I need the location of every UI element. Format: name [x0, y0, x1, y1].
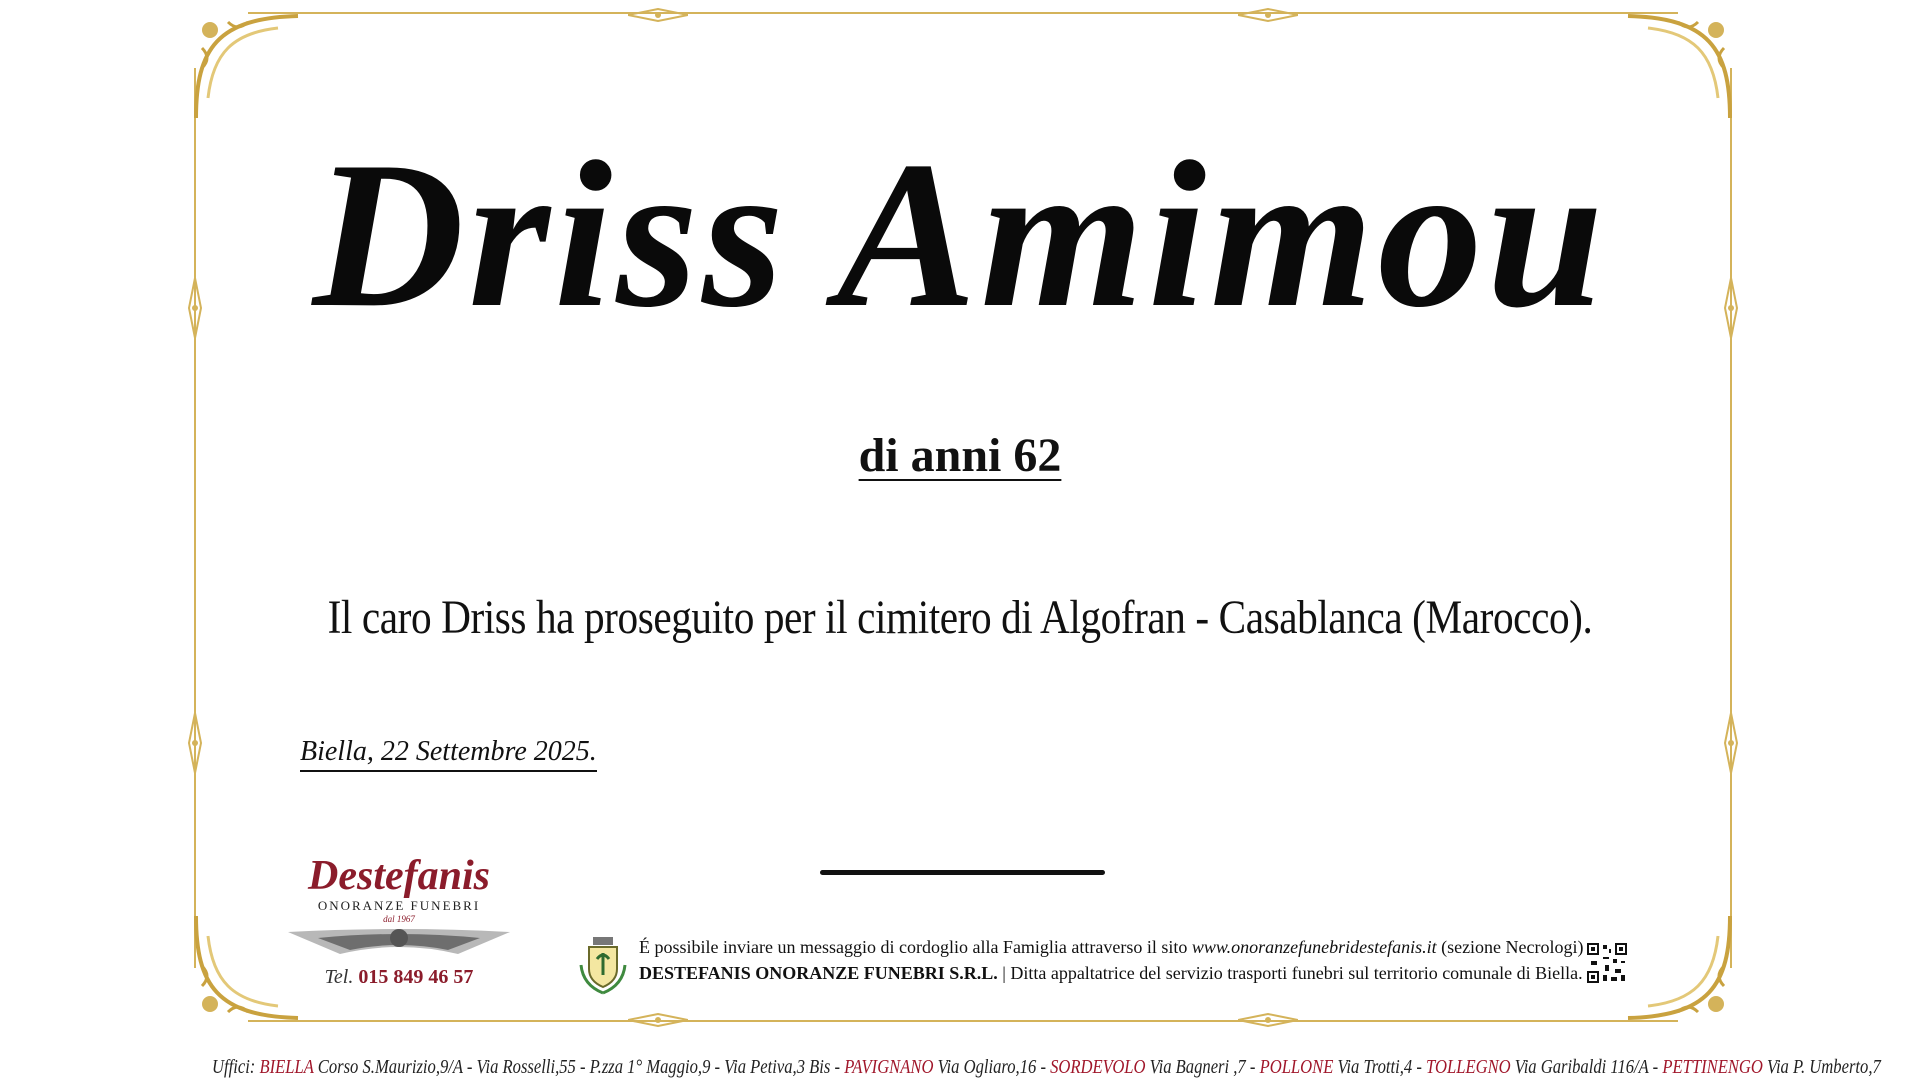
age-text: di anni 62: [858, 429, 1062, 482]
condolence-line-2: [639, 963, 1583, 984]
age-line: [0, 428, 1920, 483]
condolence-suffix: (sezione Necrologi): [1436, 937, 1584, 957]
ornament-left-lower-icon: [188, 713, 202, 773]
date-place: Biella, 22 Settembre 2025.: [300, 736, 597, 772]
announcement-message: Il caro Driss ha proseguito per il cimitero di Algofran - Casablanca (Marocco).: [327, 591, 1593, 644]
ornament-right-lower-icon: [1724, 713, 1738, 773]
ornament-top-left-icon: [628, 8, 688, 22]
office-town-sordevolo: SORDEVOLO: [1050, 1056, 1146, 1078]
office-address-tollegno: Via Garibaldi 116/A -: [1510, 1056, 1663, 1078]
logo-telephone: [288, 966, 510, 989]
ornament-bottom-right-icon: [1238, 1013, 1298, 1027]
corner-ornament-bottom-right-icon: [1618, 906, 1738, 1026]
ornament-bottom-left-icon: [628, 1013, 688, 1027]
office-town-pollone: POLLONE: [1259, 1056, 1334, 1078]
company-description: | Ditta appaltatrice del servizio trasporti funebri sul territorio comunale di Biella.: [997, 963, 1583, 983]
biella-crest-icon: [577, 935, 629, 995]
office-town-biella: BIELLA: [259, 1056, 314, 1078]
office-address-pavignano: Via Ogliaro,16 -: [933, 1056, 1051, 1078]
deceased-name: Driss Amimou: [312, 119, 1608, 351]
logo-brand: Destefanis: [308, 853, 490, 899]
office-town-pettinengo: PETTINENGO: [1662, 1056, 1763, 1078]
condolence-prefix: É possibile inviare un messaggio di cordoglio alla Famiglia attraverso il sito: [639, 937, 1192, 957]
company-name: DESTEFANIS ONORANZE FUNEBRI S.R.L.: [639, 963, 998, 983]
logo-since: dal 1967: [383, 914, 415, 924]
office-address-sordevolo: Via Bagneri ,7 -: [1145, 1056, 1260, 1078]
wings-emblem-icon: [288, 928, 510, 962]
offices-label: Uffici:: [212, 1056, 260, 1078]
frame-bottom-line: [248, 1020, 1678, 1022]
tel-number: 015 849 46 57: [358, 966, 474, 988]
office-address-biella: Corso S.Maurizio,9/A - Via Rosselli,55 - P.zza 1° Maggio,9 - Via Petiva,3 Bis -: [313, 1056, 845, 1078]
logo-subtitle: ONORANZE FUNEBRI: [317, 898, 481, 913]
qr-code-icon[interactable]: [1587, 943, 1627, 983]
corner-ornament-top-right-icon: [1618, 8, 1738, 128]
corner-ornament-top-left-icon: [188, 8, 308, 128]
condolence-line-1: [639, 937, 1584, 958]
office-town-pavignano: PAVIGNANO: [844, 1056, 934, 1078]
destefanis-logo: [288, 852, 510, 992]
tel-label: Tel.: [324, 966, 354, 988]
website-link[interactable]: www.onoranzefunebridestefanis.it: [1191, 937, 1437, 957]
office-town-tollegno: TOLLEGNO: [1426, 1056, 1511, 1078]
frame-top-line: [248, 12, 1678, 14]
offices-list: [212, 1056, 1881, 1079]
separator-line: [820, 870, 1105, 875]
office-address-pollone: Via Trotti,4 -: [1333, 1056, 1427, 1078]
office-address-pettinengo: Via P. Umberto,7: [1762, 1056, 1881, 1078]
ornament-top-right-icon: [1238, 8, 1298, 22]
